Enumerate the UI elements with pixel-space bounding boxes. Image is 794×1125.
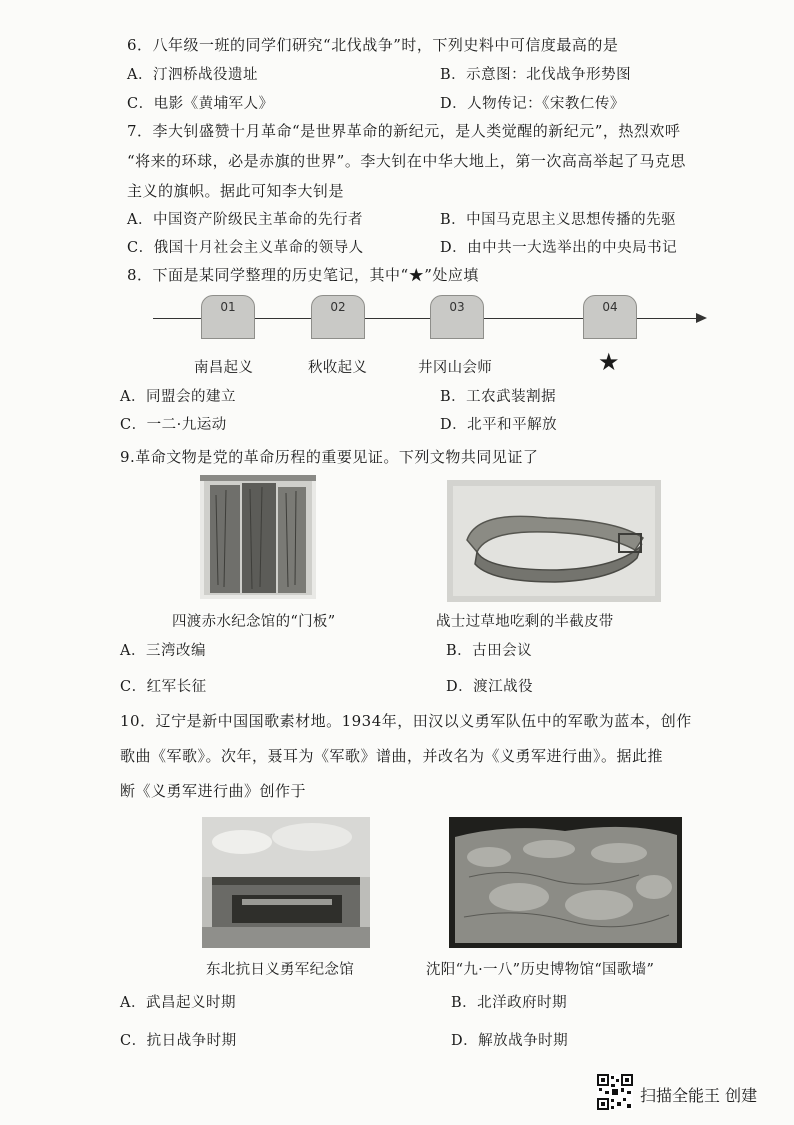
q9-option-d: D．渡江战役 [446, 679, 534, 695]
q6-option-a: A．汀泗桥战役遗址 [127, 67, 258, 83]
q9-stem: 9.革命文物是党的革命历程的重要见证。下列文物共同见证了 [120, 448, 539, 466]
timeline-node-2: 02 [311, 295, 365, 339]
q8-option-c: C．一二·九运动 [120, 417, 227, 433]
anthem-wall-photo [449, 817, 682, 948]
watermark-text: 扫描全能王 创建 [640, 1086, 758, 1105]
q7-stem-line1: 7．李大钊盛赞十月革命“是世界革命的新纪元，是人类觉醒的新纪元”，热烈欢呼 [127, 122, 681, 140]
half-belt-photo [447, 480, 661, 602]
door-plank-photo [200, 475, 316, 599]
q8-option-d: D．北平和平解放 [440, 417, 558, 433]
q9-option-a: A．三湾改编 [120, 643, 206, 659]
q6-stem: 6．八年级一班的同学们研究“北伐战争”时，下列史料中可信度最高的是 [127, 36, 619, 54]
timeline-node-4: 04 [583, 295, 637, 339]
timeline-label-1: 南昌起义 [194, 360, 254, 376]
q7-stem-line2: “将来的环球，必是赤旗的世界”。李大钊在中华大地上，第一次高高举起了马克思 [127, 152, 686, 170]
q8-option-b: B．工农武装割据 [440, 389, 557, 405]
q7-option-b: B．中国马克思主义思想传播的先驱 [440, 212, 677, 228]
timeline-label-3: 井冈山会师 [418, 360, 492, 376]
timeline-node-3: 03 [430, 295, 484, 339]
q10-caption-2: 沈阳“九·一八”历史博物馆“国歌墙” [426, 962, 655, 978]
q6-option-c: C．电影《黄埔军人》 [127, 96, 274, 112]
timeline-arrow-icon [696, 313, 707, 323]
timeline-star-icon: ★ [598, 348, 620, 376]
timeline-label-2: 秋收起义 [308, 360, 368, 376]
q7-option-d: D．由中共一大选举出的中央局书记 [440, 240, 678, 256]
memorial-hall-photo [202, 817, 370, 948]
q7-stem-line3: 主义的旗帜。据此可知李大钊是 [127, 182, 345, 200]
q6-option-d: D．人物传记：《宋教仁传》 [440, 96, 625, 112]
q8-option-a: A．同盟会的建立 [120, 389, 236, 405]
timeline-node-1: 01 [201, 295, 255, 339]
q9-option-b: B．古田会议 [446, 643, 533, 659]
q10-caption-1: 东北抗日义勇军纪念馆 [206, 962, 354, 978]
q9-caption-1: 四渡赤水纪念馆的“门板” [172, 614, 336, 630]
q10-stem-line1: 10．辽宁是新中国国歌素材地。1934年，田汉以义勇军队伍中的军歌为蓝本，创作 [120, 712, 692, 730]
q7-option-a: A．中国资产阶级民主革命的先行者 [127, 212, 363, 228]
q10-option-d: D．解放战争时期 [451, 1033, 569, 1049]
qr-code-icon [597, 1074, 633, 1110]
q10-option-c: C．抗日战争时期 [120, 1033, 237, 1049]
q8-stem: 8．下面是某同学整理的历史笔记，其中“★”处应填 [127, 266, 479, 284]
q9-option-c: C．红军长征 [120, 679, 207, 695]
q6-option-b: B．示意图：北伐战争形势图 [440, 67, 632, 83]
q9-caption-2: 战士过草地吃剩的半截皮带 [436, 614, 614, 630]
q10-stem-line2: 歌曲《军歌》。次年，聂耳为《军歌》谱曲，并改名为《义勇军进行曲》。据此推 [120, 747, 664, 765]
q10-stem-line3: 断《义勇军进行曲》创作于 [120, 782, 307, 800]
q7-option-c: C．俄国十月社会主义革命的领导人 [127, 240, 364, 256]
q10-option-b: B．北洋政府时期 [451, 995, 568, 1011]
q10-option-a: A．武昌起义时期 [120, 995, 236, 1011]
